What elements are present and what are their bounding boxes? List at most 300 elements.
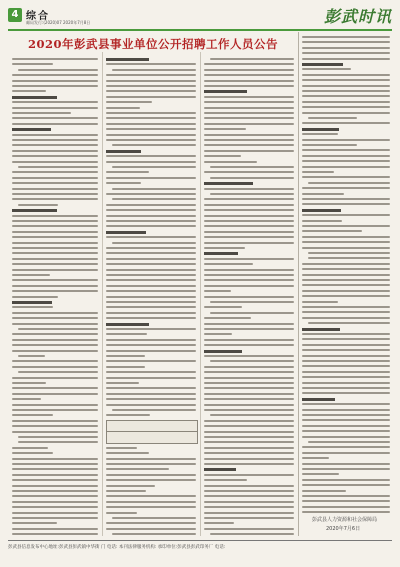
body-text-line [204, 198, 294, 200]
body-text-line [12, 150, 98, 152]
body-text-line [308, 117, 357, 119]
body-text-line [302, 166, 390, 168]
body-text-line [204, 458, 294, 460]
body-text-line [106, 171, 149, 173]
body-text-line [106, 161, 196, 163]
body-text-line [302, 392, 390, 394]
body-text-line [106, 312, 196, 314]
body-text-line [106, 296, 196, 298]
body-text-line [106, 452, 149, 454]
page-number-badge: 4 [8, 8, 22, 22]
body-text-line [204, 463, 294, 465]
body-text-line [204, 231, 294, 233]
body-text-line [12, 501, 98, 503]
body-text-line [106, 317, 196, 319]
body-text-line [106, 269, 196, 271]
section-heading-line [302, 63, 343, 66]
body-text-line [302, 414, 390, 416]
body-text-line [204, 355, 294, 357]
body-text-line [204, 290, 231, 292]
body-text-line [18, 441, 98, 443]
section-heading-line [106, 323, 149, 326]
body-text-line [106, 252, 196, 254]
body-text-line [302, 236, 390, 238]
body-text-line [12, 279, 98, 281]
body-text-line [18, 69, 98, 71]
body-text-line [204, 479, 247, 481]
body-text-line [308, 441, 390, 443]
body-text-line [12, 387, 98, 389]
body-text-line [12, 458, 98, 460]
body-text-line [308, 252, 390, 254]
body-text-line [12, 231, 98, 233]
body-text-line [302, 344, 390, 346]
body-text-line [204, 204, 294, 206]
body-text-line [106, 123, 196, 125]
body-text-line [12, 144, 98, 146]
body-text-line [204, 117, 294, 119]
body-text-line [12, 242, 98, 244]
body-text-line [204, 425, 294, 427]
body-text-line [12, 398, 41, 400]
body-text-line [106, 360, 196, 362]
section-heading-line [106, 231, 146, 234]
body-text-line [12, 290, 98, 292]
body-text-line [12, 155, 98, 157]
body-text-line [204, 522, 234, 524]
body-text-line [106, 274, 196, 276]
body-text-line [204, 107, 294, 109]
body-text-line [302, 58, 390, 60]
body-text-line [106, 339, 196, 341]
body-text-line [302, 155, 390, 157]
body-text-line [106, 193, 196, 195]
body-text-line [302, 74, 390, 76]
body-text-line [106, 333, 147, 335]
body-text-line [12, 236, 98, 238]
body-text-line [106, 215, 196, 217]
body-text-line [204, 150, 294, 152]
body-text-line [12, 225, 98, 227]
body-text-line [302, 112, 390, 114]
body-text-line [302, 144, 357, 146]
body-text-line [302, 139, 390, 141]
body-text-line [302, 430, 390, 432]
body-text-line [12, 263, 98, 265]
body-text-line [302, 284, 390, 286]
body-text-line [106, 355, 145, 357]
body-text-line [106, 506, 196, 508]
section-heading-line [204, 468, 236, 471]
body-text-line [204, 274, 294, 276]
body-text-line [106, 366, 145, 368]
body-text-line [204, 317, 251, 319]
body-text-line [302, 79, 390, 81]
body-text-line [204, 382, 294, 384]
body-text-line [302, 263, 390, 265]
body-text-line [12, 431, 98, 433]
body-text-line [302, 500, 390, 502]
body-text-line [106, 447, 137, 449]
page-header [8, 6, 392, 28]
body-text-line [106, 468, 169, 470]
body-text-line [12, 452, 53, 454]
body-text-line [12, 317, 98, 319]
body-text-line [302, 419, 390, 421]
body-text-line [106, 225, 196, 227]
body-text-line [302, 355, 390, 357]
body-text-line [302, 241, 390, 243]
section-heading-line [302, 128, 339, 131]
body-text-line [302, 506, 390, 508]
body-text-line [12, 258, 98, 260]
body-text-line [204, 258, 294, 260]
body-text-line [302, 365, 390, 367]
body-text-line [302, 371, 390, 373]
body-text-line [302, 47, 390, 49]
body-text-line [302, 317, 390, 319]
body-text-line [302, 409, 390, 411]
body-text-line [106, 112, 196, 114]
body-text-line [12, 198, 98, 200]
body-text-line [204, 139, 294, 141]
section-heading-line [12, 301, 52, 304]
signature-date: 2020年7月6日 [326, 526, 361, 532]
signature-org: 彭武县人力资源和社会保障局 [312, 517, 378, 523]
body-text-line [204, 501, 294, 503]
body-text-line [106, 463, 196, 465]
body-text-line [12, 522, 57, 524]
body-text-line [302, 473, 339, 475]
body-text-line [204, 409, 294, 411]
body-text-line [12, 377, 98, 379]
body-text-line [12, 414, 53, 416]
body-text-line [12, 123, 98, 125]
body-text-line [302, 214, 390, 216]
body-text-line [106, 490, 146, 492]
body-text-line [12, 485, 98, 487]
body-text-line [106, 182, 141, 184]
body-text-line [106, 414, 150, 416]
body-text-line [106, 495, 196, 497]
body-text-line [302, 274, 390, 276]
section-label: 综合 [26, 11, 50, 22]
body-text-line [204, 306, 242, 308]
body-text-line [204, 371, 294, 373]
body-text-line [12, 312, 98, 314]
section-heading-line [12, 96, 57, 99]
body-text-line [106, 263, 196, 265]
body-text-line [302, 52, 390, 54]
body-text-line [12, 101, 98, 103]
body-text-line [106, 350, 196, 352]
body-text-line [302, 220, 342, 222]
body-text-line [302, 301, 338, 303]
body-text-line [12, 447, 48, 449]
body-text-line [12, 296, 58, 298]
body-text-line [302, 101, 390, 103]
body-text-line [204, 263, 253, 265]
body-text-line [204, 420, 294, 422]
body-text-line [302, 376, 390, 378]
body-text-line [204, 377, 294, 379]
body-text-line [308, 182, 390, 184]
body-text-line [12, 333, 98, 335]
body-text-line [210, 177, 294, 179]
body-text-line [302, 95, 390, 97]
section-heading-line [12, 209, 57, 212]
body-text-line [12, 161, 98, 163]
section-heading-line [106, 150, 141, 153]
body-text-line [12, 58, 98, 60]
body-text-line [204, 123, 294, 125]
body-text-line [302, 452, 390, 454]
body-text-line [204, 387, 294, 389]
body-text-line [112, 198, 196, 200]
body-text-line [302, 122, 390, 124]
body-text-line [106, 90, 196, 92]
body-text-line [210, 312, 294, 314]
body-text-line [106, 458, 196, 460]
body-text-line [204, 128, 246, 130]
body-text-line [12, 425, 98, 427]
body-text-line [12, 393, 98, 395]
body-text-line [106, 220, 196, 222]
body-text-line [12, 382, 46, 384]
body-text-line [302, 68, 351, 70]
section-heading-line [302, 328, 340, 331]
body-text-line [204, 101, 294, 103]
body-text-line [302, 495, 390, 497]
body-text-line [204, 171, 294, 173]
body-text-line [12, 339, 98, 341]
body-text-line [12, 112, 71, 114]
body-text-line [204, 393, 294, 395]
body-text-line [12, 533, 98, 535]
body-text-line [12, 495, 98, 497]
body-text-line [12, 247, 98, 249]
body-text-line [204, 452, 294, 454]
body-text-line [12, 107, 98, 109]
body-text-line [12, 409, 98, 411]
body-text-line [210, 166, 294, 168]
body-text-line [204, 161, 257, 163]
body-text-line [302, 90, 390, 92]
body-text-line [204, 404, 294, 406]
body-text-line [302, 468, 390, 470]
body-text-line [106, 101, 152, 103]
body-text-line [204, 285, 294, 287]
body-text-line [12, 285, 98, 287]
body-text-line [12, 306, 53, 308]
body-text-line [12, 90, 46, 92]
body-text-line [204, 441, 294, 443]
body-text-line [12, 350, 98, 352]
body-text-line [12, 171, 98, 173]
body-text-line [112, 517, 196, 519]
body-text-line [106, 134, 196, 136]
body-text-line [204, 269, 294, 271]
body-text-line [204, 323, 294, 325]
body-text-line [302, 360, 390, 362]
body-text-line [204, 112, 294, 114]
body-text-line [204, 134, 294, 136]
body-text-line [204, 366, 294, 368]
section-heading-line [302, 398, 335, 401]
body-text-line [302, 279, 390, 281]
section-heading-line [204, 182, 253, 185]
body-text-line [106, 258, 196, 260]
body-text-line [210, 58, 294, 60]
body-text-line [204, 242, 294, 244]
body-text-line [302, 436, 390, 438]
body-text-line [204, 144, 294, 146]
body-text-line [204, 215, 294, 217]
body-text-line [204, 495, 294, 497]
body-text-line [106, 290, 196, 292]
body-text-line [106, 485, 155, 487]
body-text-line [12, 139, 98, 141]
body-text-line [12, 182, 98, 184]
body-text-line [302, 85, 390, 87]
body-text-line [204, 512, 294, 514]
body-text-line [12, 506, 98, 508]
body-text-line [12, 517, 98, 519]
body-text-line [12, 360, 98, 362]
body-text-line [308, 322, 390, 324]
body-text-line [106, 528, 196, 530]
body-text-line [204, 398, 294, 400]
body-text-line [302, 230, 362, 232]
body-text-line [302, 106, 390, 108]
body-text-line [106, 128, 196, 130]
body-text-line [302, 187, 390, 189]
body-text-line [302, 349, 390, 351]
section-heading-line [204, 252, 238, 255]
column-divider [102, 52, 103, 536]
body-text-line [106, 522, 196, 524]
body-text-line [106, 382, 139, 384]
body-text-line [106, 209, 196, 211]
body-text-line [12, 404, 98, 406]
body-text-line [210, 193, 294, 195]
body-text-line [204, 344, 294, 346]
body-text-line [302, 171, 334, 173]
body-text-line [204, 517, 294, 519]
body-text-line [18, 436, 98, 438]
body-text-line [204, 225, 294, 227]
body-text-line [106, 247, 196, 249]
body-text-line [112, 409, 196, 411]
body-text-line [302, 160, 390, 162]
section-heading-line [302, 209, 341, 212]
body-text-line [112, 533, 196, 535]
body-text-line [204, 85, 294, 87]
body-text-line [12, 420, 98, 422]
section-heading-line [12, 128, 51, 131]
body-text-line [12, 274, 50, 276]
body-text-line [12, 323, 98, 325]
body-text-line [204, 220, 294, 222]
body-text-line [106, 398, 196, 400]
body-text-line [302, 193, 344, 195]
body-text-line [204, 333, 232, 335]
article-title: 2020年彭武县事业单位公开招聘工作人员公告 [27, 37, 278, 51]
body-text-line [204, 247, 245, 249]
body-text-line [302, 479, 390, 481]
body-text-line [210, 414, 294, 416]
body-text-line [204, 436, 294, 438]
body-text-line [302, 338, 390, 340]
body-text-line [302, 198, 390, 200]
body-text-line [204, 447, 294, 449]
body-text-line [204, 69, 294, 71]
body-text-line [106, 85, 196, 87]
body-text-line [12, 474, 98, 476]
body-text-line [204, 328, 294, 330]
body-text-line [204, 485, 294, 487]
masthead-logo: 彭武时讯 [323, 7, 392, 26]
body-text-line [112, 166, 196, 168]
body-text-line [12, 74, 98, 76]
body-text-line [210, 533, 294, 535]
body-text-line [106, 236, 196, 238]
body-text-line [204, 63, 294, 65]
body-text-line [106, 204, 196, 206]
body-text-line [106, 74, 196, 76]
body-text-line [106, 344, 196, 346]
body-text-line [12, 252, 98, 254]
body-text-line [204, 474, 294, 476]
body-text-line [12, 220, 98, 222]
body-text-line [12, 80, 98, 82]
body-text-line [204, 209, 294, 211]
body-text-line [204, 279, 294, 281]
body-text-line [12, 63, 53, 65]
body-text-line [18, 204, 58, 206]
column-divider-main [298, 32, 299, 536]
body-text-line [12, 490, 98, 492]
body-text-line [18, 355, 45, 357]
body-text-line [302, 387, 390, 389]
body-text-line [106, 306, 196, 308]
body-text-line [308, 257, 390, 259]
body-text-line [302, 403, 390, 405]
body-text-line [302, 425, 390, 427]
body-text-line [106, 474, 196, 476]
body-text-line [302, 490, 346, 492]
body-text-line [302, 463, 390, 465]
section-heading-line [106, 58, 149, 61]
body-text-line [302, 382, 390, 384]
body-text-line [12, 528, 98, 530]
body-text-line [12, 193, 98, 195]
body-text-line [12, 512, 98, 514]
body-text-line [106, 479, 196, 481]
header-rule [8, 29, 392, 31]
body-text-line [302, 225, 390, 227]
body-text-line [302, 41, 390, 43]
body-text-line [112, 188, 196, 190]
body-text-line [106, 155, 196, 157]
body-text-line [112, 69, 196, 71]
column-divider [200, 52, 201, 536]
body-text-line [12, 344, 98, 346]
body-text-line [12, 215, 98, 217]
body-text-line [204, 296, 294, 298]
body-text-line [302, 176, 390, 178]
body-text-line [302, 290, 390, 292]
